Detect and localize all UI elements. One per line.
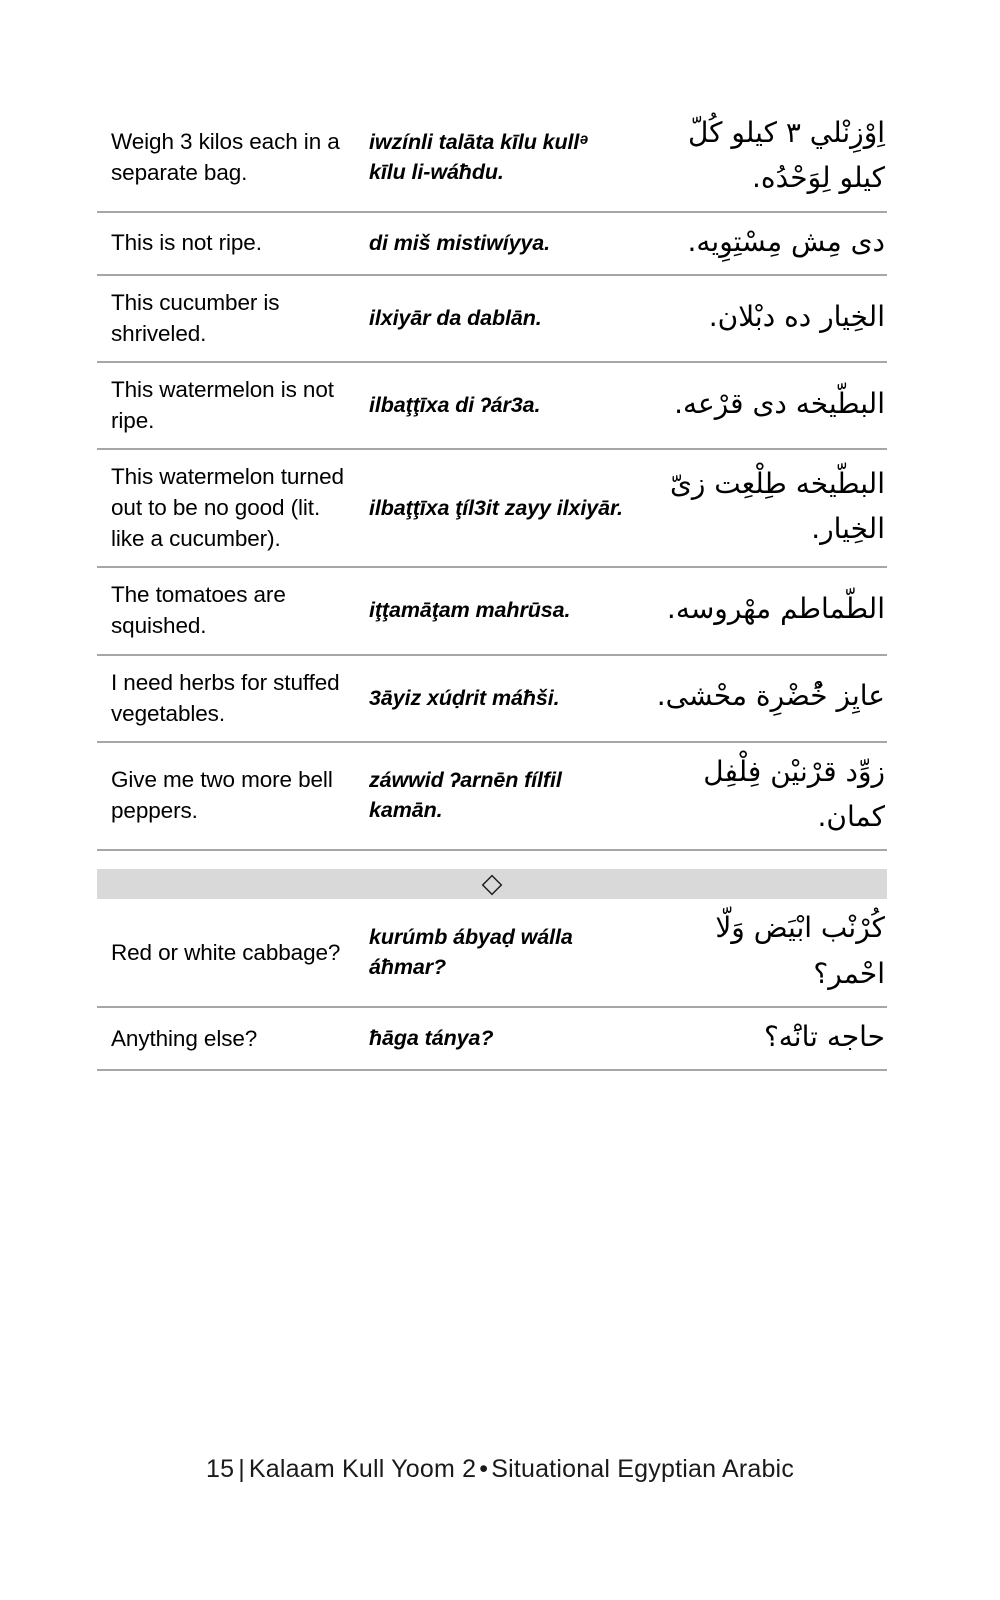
footer-bullet-icon: • [479, 1455, 489, 1483]
english-cell: Give me two more bell peppers. [111, 767, 333, 824]
english-cell: This watermelon is not ripe. [111, 377, 334, 434]
transliteration-cell: ilbaţţīxa di ʔár3a. [369, 393, 541, 418]
english-cell: This is not ripe. [111, 230, 262, 256]
arabic-cell: الخِيار ده دبْلان. [708, 299, 885, 333]
transliteration-cell: iţţamāţam mahrūsa. [369, 598, 571, 623]
english-cell: This watermelon turned out to be no good (lit. like a cucumber). [111, 464, 344, 552]
english-cell: Weigh 3 kilos each in a separate bag. [111, 128, 340, 185]
arabic-cell: دى مِش مِسْتِوِيه. [687, 224, 885, 258]
table-row [97, 362, 887, 449]
footer-separator: | [238, 1455, 245, 1483]
section-divider-cell [97, 850, 887, 899]
transliteration-cell: záwwid ʔarnēn fílfil kamān. [369, 768, 562, 823]
transliteration-cell: ilbaţţīxa ţíl3it zayy ilxiyār. [369, 495, 623, 520]
transliteration-cell: ħāga tánya? [369, 1026, 494, 1051]
english-cell: I need herbs for stuffed vegetables. [111, 669, 340, 726]
table-row [97, 655, 887, 742]
table-row [97, 104, 887, 212]
table-row [97, 275, 887, 362]
table-row [97, 212, 887, 275]
table-row [97, 742, 887, 851]
arabic-cell: الطّماطم مهْروسه. [666, 592, 885, 626]
arabic-cell: البطّيخه دى قرْعه. [674, 387, 885, 421]
table-row [97, 567, 887, 654]
footer-subtitle: Situational Egyptian Arabic [491, 1455, 795, 1483]
transliteration-cell: iwzínli talāta kīlu kullᵊ kīlu li-wáħdu. [369, 129, 588, 184]
diamond-divider-icon: ◇ [481, 868, 503, 900]
transliteration-cell: 3āyiz xúḍrit máħši. [369, 685, 560, 710]
transliteration-cell: di miš mistiwíyya. [369, 230, 551, 255]
footer-page-number: 15 [205, 1455, 235, 1483]
section-divider-row [97, 850, 887, 899]
arabic-cell: حاجه تانَْه؟ [763, 1020, 885, 1054]
transliteration-cell: kurúmb ábyaḍ wálla áħmar? [369, 925, 573, 980]
english-cell: Anything else? [111, 1025, 258, 1051]
phrase-table-body [97, 104, 887, 1070]
arabic-cell: عايِز خُْضْرِة محْشى. [656, 679, 885, 713]
transliteration-cell: ilxiyār da dablān. [369, 306, 542, 331]
arabic-cell: اِوْزِنْلي ٣ كيلو كُلّ كيلو لِوَحْدُه. [687, 116, 885, 195]
table-row [97, 449, 887, 567]
section-divider-band [97, 869, 887, 899]
arabic-cell: كُرْنْب ابْيَض وَلّا احْمر؟ [715, 911, 885, 990]
footer-book-title: Kalaam Kull Yoom 2 [248, 1455, 477, 1483]
english-cell: The tomatoes are squished. [111, 582, 286, 639]
arabic-cell: البطّيخه طِلْعِت زىّ الخِيار. [669, 466, 885, 546]
table-row [97, 899, 887, 1007]
english-cell: Red or white cabbage? [111, 939, 341, 965]
table-row [97, 1007, 887, 1070]
arabic-cell: زوِّد قرْنيْن فِلْفِل كمان. [703, 754, 885, 833]
english-cell: This cucumber is shriveled. [111, 290, 280, 347]
phrase-table-section-1 [97, 104, 887, 1071]
page-footer [0, 1455, 1000, 1484]
